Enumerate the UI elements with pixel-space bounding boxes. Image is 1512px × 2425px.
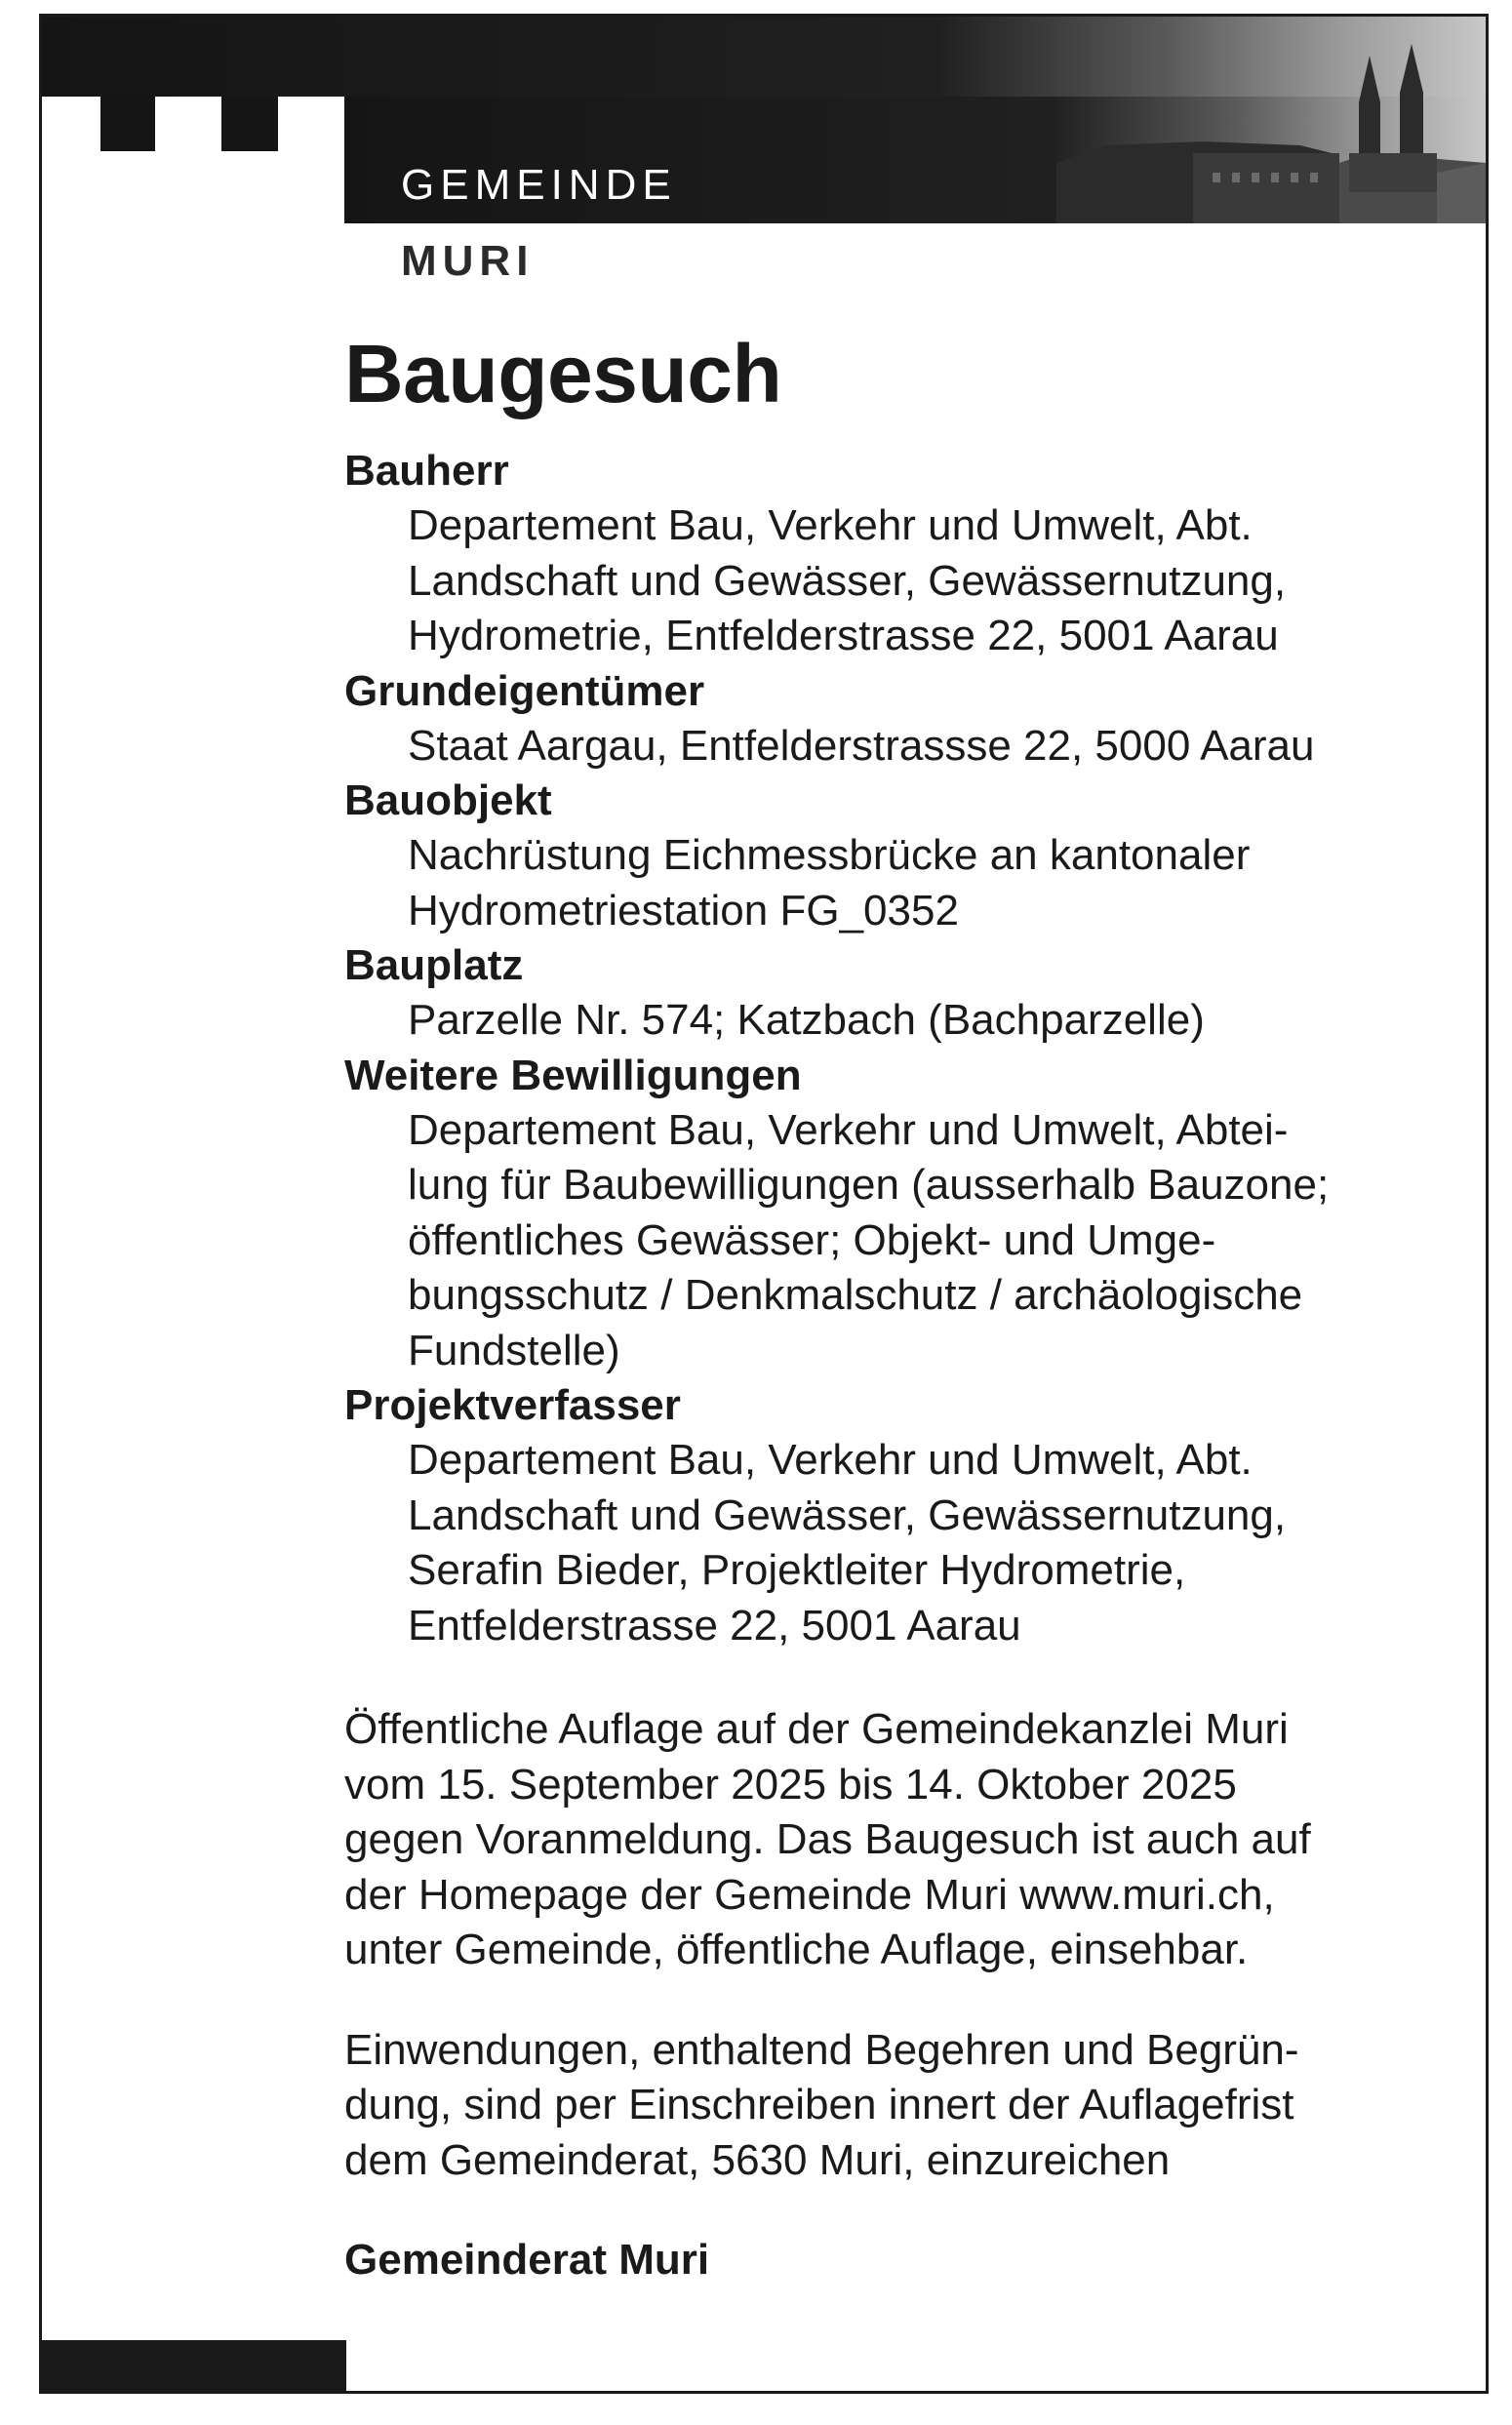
- public-display-paragraph: Öffentliche Auflage auf der Gemeindekanzlei Muri vom 15. September 2025 bis 14. Oktober 2025 gegen Voranmeldung. Das Baugesuch ist auch auf der Homepage der Gemeinde Muri www.muri.ch, unter Gemeinde, öffentliche Auflage, einsehbar.: [344, 1705, 1311, 1974]
- entry-label: Bauobjekt: [344, 776, 552, 825]
- entry-label: Bauherr: [344, 447, 509, 496]
- notice-content: [344, 329, 1456, 2287]
- entry-bauherr: [344, 444, 1456, 664]
- entry-label: Projektverfasser: [344, 1381, 681, 1430]
- entry-value: Departement Bau, Verkehr und Umwelt, Abt. Landschaft und Gewässer, Gewässernutzung, Serafin Bieder, Projektleiter Hydrometrie, Entfelderstrasse 22, 5001 Aarau: [408, 1436, 1287, 1650]
- entry-value: Nachrüstung Eichmessbrücke an kantonaler Hydrometriestation FG_0352: [408, 831, 1251, 934]
- entry-value: Departement Bau, Verkehr und Umwelt, Abt. Landschaft und Gewässer, Gewässernutzung, Hydrometrie, Entfelderstrasse 22, 5001 Aarau: [408, 501, 1287, 660]
- entry-projektverfasser: [344, 1378, 1456, 1653]
- footer-bar: [42, 2340, 346, 2391]
- muri-logo-banner: [42, 17, 1486, 223]
- entry-value: Staat Aargau, Entfelderstrassse 22, 5000 Aarau: [408, 721, 1315, 770]
- page-title: Baugesuch: [344, 328, 782, 419]
- header-banner: [42, 17, 1486, 223]
- objection-paragraph: Einwendungen, enthaltend Begehren und Begrün- dung, sind per Einschreiben innert der Auflagefrist dem Gemeinderat, 5630 Muri, einzureichen: [344, 2025, 1299, 2184]
- entry-label: Weitere Bewilligungen: [344, 1051, 802, 1099]
- entry-grundeigentuemer: [344, 664, 1456, 775]
- entry-bauplatz: [344, 938, 1456, 1049]
- notice-frame: [39, 14, 1489, 2394]
- brand-muri: MURI: [401, 237, 535, 285]
- entry-weitere-bewilligungen: [344, 1049, 1456, 1379]
- signature: Gemeinderat Muri: [344, 2236, 710, 2285]
- entry-bauobjekt: [344, 774, 1456, 938]
- entry-value: Parzelle Nr. 574; Katzbach (Bachparzelle): [408, 996, 1205, 1045]
- entry-value: Departement Bau, Verkehr und Umwelt, Abtei- lung für Baubewilligungen (ausserhalb Bauzone; öffentliches Gewässer; Objekt- und Umge- bungsschutz / Denkmalschutz / archäologische Fundstelle): [408, 1105, 1330, 1374]
- brand-gemeinde: GEMEINDE: [401, 161, 677, 209]
- entry-label: Grundeigentümer: [344, 666, 705, 715]
- entry-label: Bauplatz: [344, 941, 524, 990]
